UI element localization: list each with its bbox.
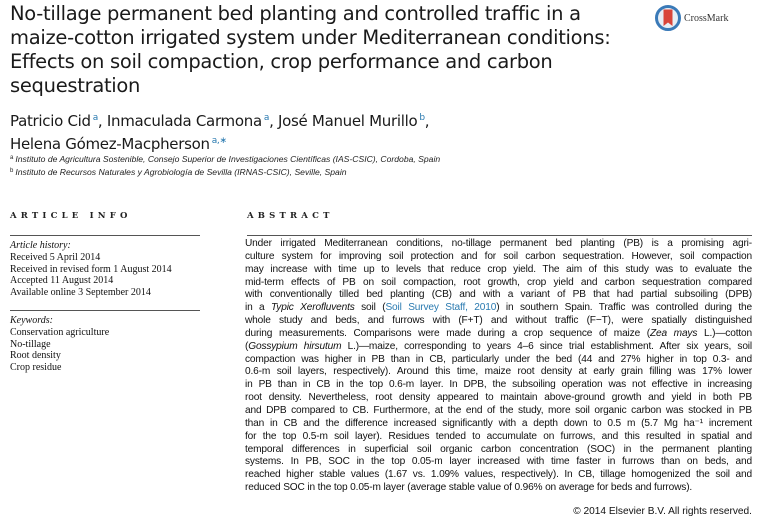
abstract-line: and DPB compared to CB. Furthermore, at the end of the study, more soil organic carbon was stocked in PB [245, 404, 752, 416]
abstract-line: than in CB and the difference increased significantly with a depth down to 0.5 m (5.7 Mg ha⁻¹ increment [245, 417, 752, 429]
article-title [10, 2, 610, 98]
text: soil ( [354, 302, 386, 314]
keyword[interactable]: No-tillage [10, 338, 51, 350]
abstract-line: root density. Nevertheless, root density appeared to maintain above-ground growth and yield in both PB [245, 392, 752, 404]
abstract-line: whole study and beds, and furrows with (F+T) and without traffic (F−T), were spatially distinguished [245, 315, 752, 327]
affiliation-marker: a [10, 155, 14, 161]
keyword[interactable]: Conservation agriculture [10, 326, 110, 338]
history-accepted: Accepted 11 August 2014 [10, 275, 114, 287]
title-line: sequestration [10, 74, 141, 97]
abstract-line: in PB than in CB in the top 0.6-m layer. In DPB, the subsoiling operation was not effective in increasing [245, 379, 752, 391]
keywords-label: Keywords: [10, 315, 53, 326]
text: in a [245, 302, 272, 314]
author-separator: , [269, 112, 279, 130]
author-name[interactable]: Helena Gómez-Macpherson [10, 135, 210, 153]
history-label: Article history: [10, 240, 71, 251]
title-line: No-tillage permanent bed planting and controlled traffic in a [10, 2, 581, 25]
abstract-line: temporal differences in superficial soil organic carbon concentration (SOC) in the permanent planting [245, 443, 752, 455]
abstract-line: compaction was higher in PB than in CB, particularly under the bed (44 and 27% higher in top 0.3- and [245, 353, 752, 365]
author-name[interactable]: Inmaculada Carmona [106, 112, 262, 130]
history-received: Received 5 April 2014 [10, 251, 101, 263]
abstract-line: systems. In PB, SOC in the top 0.05-m layer increased with time faster in furrows than on beds, and [245, 456, 752, 468]
crossmark-icon [655, 5, 681, 31]
author-list [10, 108, 429, 154]
affiliation-text: Instituto de Agricultura Sostenible, Consejo Superior de Investigaciones Científicas (IAS-CSIC), Cordoba, Spain [15, 154, 441, 164]
italic-term: Gossypium hirsutum [248, 340, 342, 352]
text: during measurements. Comparisons were made during a crop sequence of maize ( [245, 327, 650, 339]
abstract-line: reduced SOC in the top 0.05-m layer (average stable value of 0.96% on average for beds and furrows). [245, 482, 693, 494]
author-name[interactable]: José Manuel Murillo [278, 112, 418, 130]
abstract-line: with conventionally tilled bed planting (CB) and with a variant of PB that had partial subsoiling (DPB) [245, 289, 752, 301]
affiliation-mark[interactable]: a [263, 113, 270, 123]
keyword[interactable]: Root density [10, 350, 61, 362]
abstract-line: mid-term effects of PB on soil compaction, root growth, crop yield and carbon sequestration compared [245, 276, 752, 288]
affiliation-b [10, 165, 440, 178]
text: ( [245, 340, 249, 352]
abstract-line: Under irrigated Mediterranean conditions, no-tillage permanent bed planting (PB) is a promising agri- [245, 238, 752, 249]
history-online: Available online 3 September 2014 [10, 287, 151, 299]
title-line: maize-cotton irrigated system under Mediterranean conditions: [10, 26, 611, 49]
abstract-line: 0.6-m soil layers, respectively). Around this time, maize root density at early grain filling was 17% lower [245, 366, 752, 378]
affiliation-mark[interactable]: a,∗ [211, 136, 227, 146]
article-info-heading: ARTICLE INFO [10, 211, 132, 221]
divider [10, 310, 200, 311]
italic-term: Zea mays [649, 327, 698, 339]
italic-term: Typic Xerofluvents [271, 302, 355, 314]
text: L.)—maize, corresponding to years 4–6 since trial establishment. After six years, soil [341, 340, 752, 352]
affiliation-text: Instituto de Recursos Naturales y Agrobiología de Sevilla (IRNAS-CSIC), Seville, Spain [15, 167, 347, 177]
copyright: © 2014 Elsevier B.V. All rights reserved. [573, 506, 752, 517]
affiliation-marker: b [10, 168, 14, 174]
crossmark-badge[interactable] [655, 5, 728, 31]
title-line: Effects on soil compaction, crop performance and carbon [10, 50, 553, 73]
affiliation-a [10, 152, 440, 165]
abstract-line: may increase with time up to levels that reduce crop yield. The aim of this study was to evaluate the [245, 263, 752, 275]
abstract-body [245, 238, 752, 495]
abstract-line [245, 328, 752, 341]
abstract-line: reached higher stable values (1.67 vs. 1.09% values, respectively). In CB, tillage homogenized the soil and [245, 469, 752, 481]
abstract-heading: ABSTRACT [247, 211, 334, 221]
author-separator: , [97, 112, 107, 130]
author-name[interactable]: Patricio Cid [10, 112, 91, 130]
abstract-line [245, 341, 752, 354]
divider [247, 235, 752, 236]
abstract-line: for the top 0.5-m soil layer). Residues tended to accumulate on furrows, and this resulted in spatial and [245, 430, 752, 442]
text: ) in southern Spain. Traffic was controlled during the [496, 302, 752, 314]
divider [10, 235, 200, 236]
text: L.)—cotton [697, 327, 752, 339]
keyword[interactable]: Crop residue [10, 362, 62, 374]
affiliations [10, 152, 440, 178]
affiliation-mark[interactable]: a [92, 113, 98, 123]
citation-link[interactable]: Soil Survey Staff, 2010 [385, 302, 497, 314]
crossmark-label: CrossMark [684, 12, 729, 24]
author-separator: , [424, 112, 430, 130]
article-history [10, 240, 200, 299]
affiliation-mark[interactable]: b [419, 113, 425, 123]
abstract-line: culture system for improving soil protection and for soil carbon sequestration. However, soil compaction [245, 250, 752, 262]
abstract-line [245, 302, 752, 315]
history-revised: Received in revised form 1 August 2014 [10, 263, 172, 275]
keywords [10, 315, 200, 374]
